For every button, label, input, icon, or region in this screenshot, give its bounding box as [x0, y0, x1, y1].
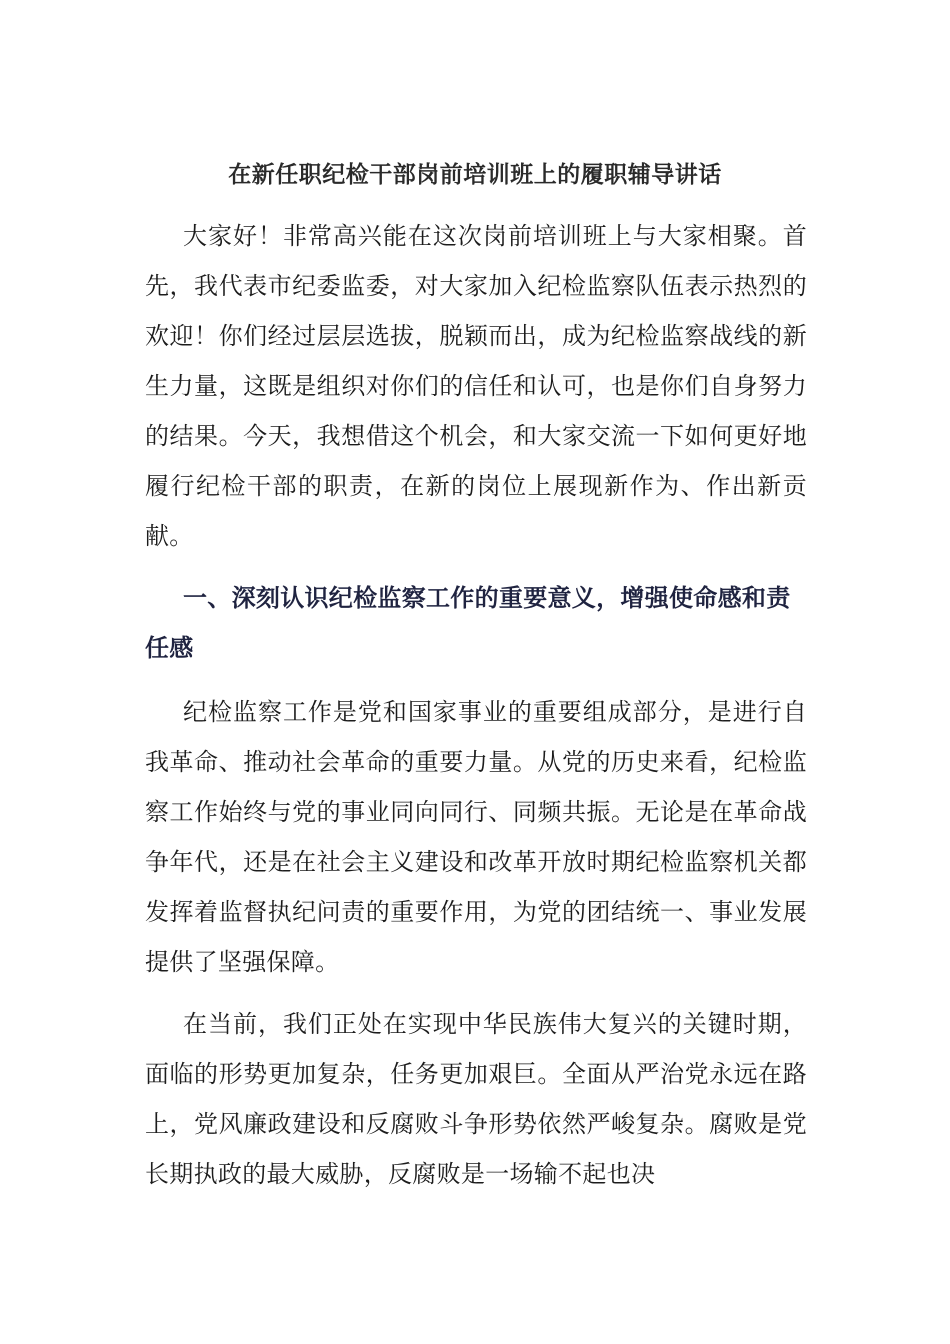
document-body [145, 211, 807, 1199]
section-heading-1: 一、深刻认识纪检监察工作的重要意义，增强使命感和责任感 [145, 584, 791, 662]
section1-paragraph-1: 纪检监察工作是党和国家事业的重要组成部分，是进行自我革命、推动社会革命的重要力量。从党的历史来看，纪检监察工作始终与党的事业同向同行、同频共振。无论是在革命战争年代，还是在社会主义建设和改革开放时期纪检监察机关都发挥着监督执纪问责的重要作用，为党的团结统一、事业发展提供了坚强保障。 [145, 698, 807, 976]
document-title: 在新任职纪检干部岗前培训班上的履职辅导讲话 [228, 162, 722, 188]
intro-paragraph: 大家好！非常高兴能在这次岗前培训班上与大家相聚。首先，我代表市纪委监委，对大家加入纪检监察队伍表示热烈的欢迎！你们经过层层选拔，脱颖而出，成为纪检监察战线的新生力量，这既是组织对你们的信任和认可，也是你们自身努力的结果。今天，我想借这个机会，和大家交流一下如何更好地履行纪检干部的职责，在新的岗位上展现新作为、作出新贡献。 [145, 222, 807, 550]
section1-paragraph-2: 在当前，我们正处在实现中华民族伟大复兴的关键时期，面临的形势更加复杂，任务更加艰巨。全面从严治党永远在路上，党风廉政建设和反腐败斗争形势依然严峻复杂。腐败是党长期执政的最大威胁，反腐败是一场输不起也决 [145, 1010, 807, 1188]
